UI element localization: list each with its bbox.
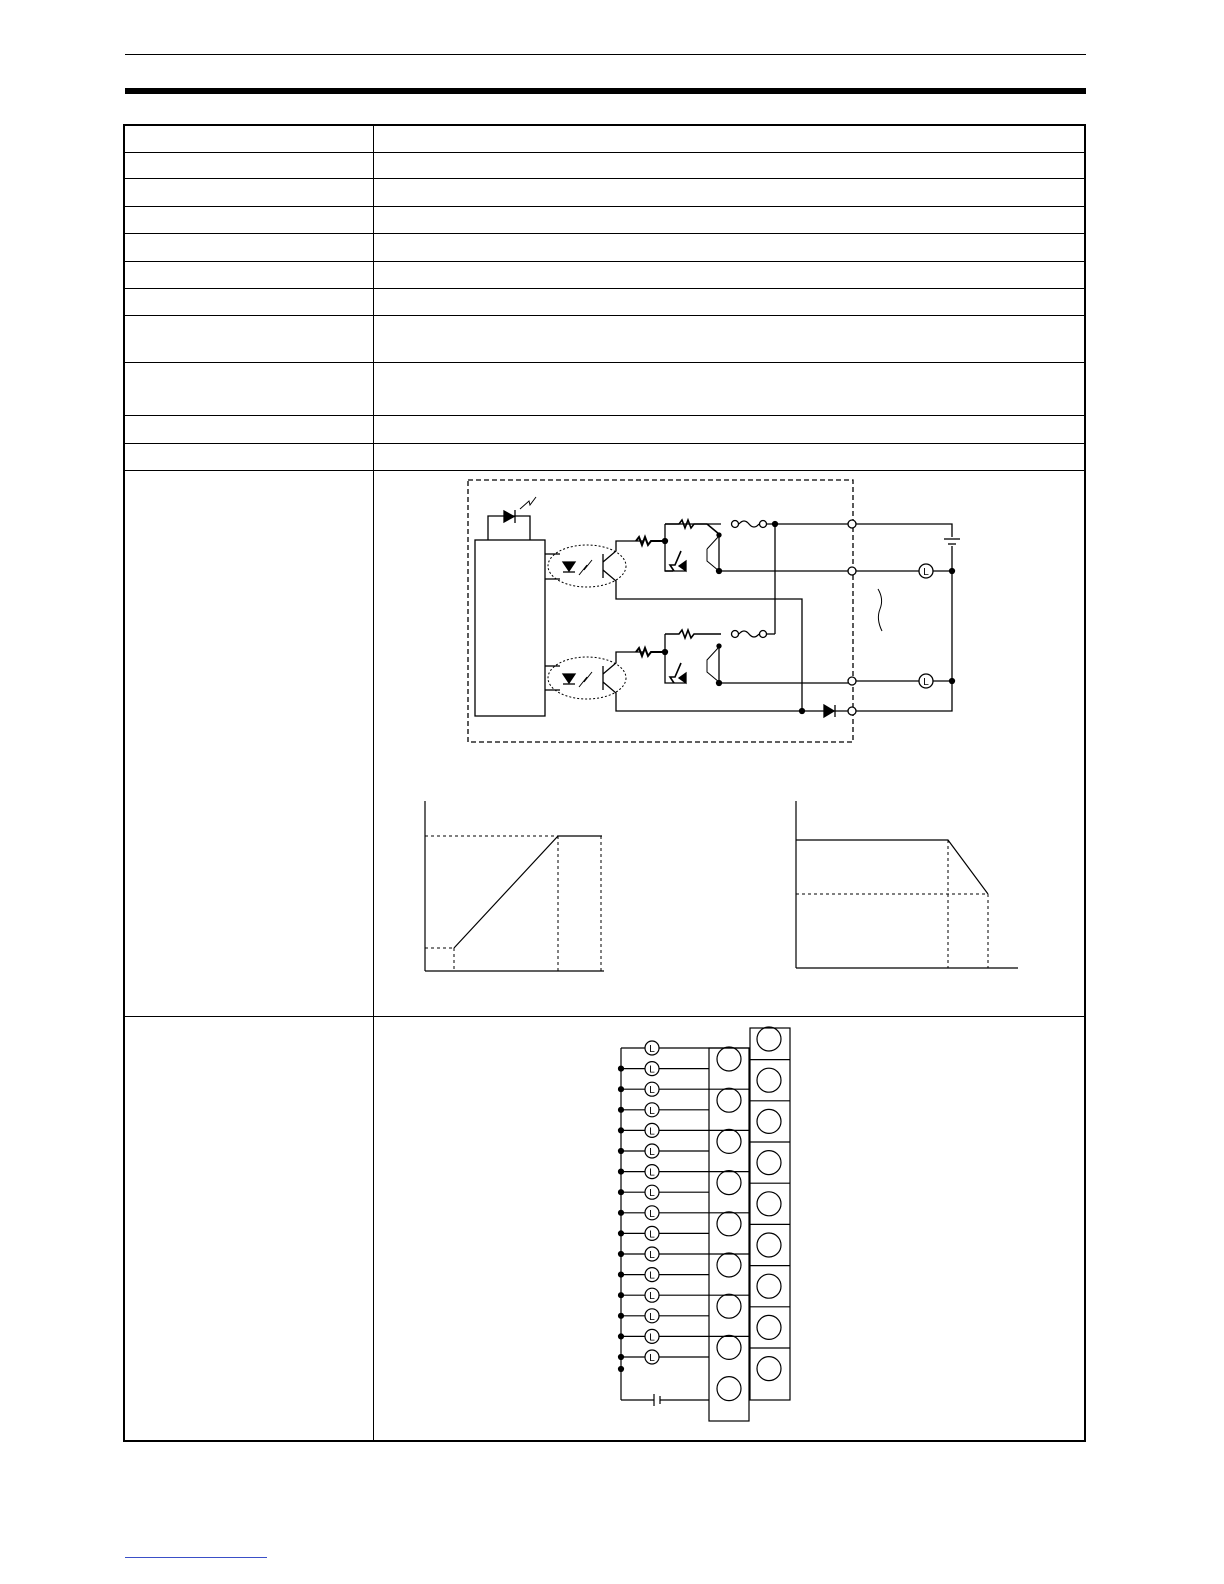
internal-circuit-block [475,540,545,716]
row-value [373,416,1085,443]
circuit-row [124,471,1085,1017]
wiring-row [124,1016,1085,1441]
terminal-screw-icon [717,1171,741,1195]
load-label: L [648,1270,655,1282]
wiring-cell [373,1016,1085,1441]
diode-icon [824,705,834,717]
fuse-terminal [731,521,738,528]
row-item [124,416,373,443]
row-value [373,206,1085,233]
row-item [124,261,373,288]
table-row [124,234,1085,261]
row-value [373,234,1085,261]
section-rule [125,88,1086,94]
load-label: L [648,1291,655,1303]
row-item [124,125,373,152]
indicator-led-icon [504,511,514,522]
terminal-screw-icon [717,1088,741,1112]
load-label: L [648,1311,655,1323]
load-label: L [648,1188,655,1200]
load-label: L [648,1167,655,1179]
load-label: L [648,1064,655,1076]
load-label: L [648,1249,655,1261]
derating-graph-voltage [425,801,604,971]
table-row [124,125,1085,152]
table-row [124,315,1085,363]
table-row [124,443,1085,470]
terminal [848,520,856,528]
external-wiring-diagram [374,1017,1086,1430]
row-value [373,443,1085,470]
photo-led-icon [563,562,575,571]
terminal-screw-icon [757,1192,781,1216]
table-row [124,416,1085,443]
load-label: L [648,1043,655,1055]
terminal-screw-icon [717,1253,741,1277]
row-item [124,315,373,363]
terminal-screw-icon [757,1068,781,1092]
row-value [373,289,1085,315]
terminal-block-left [709,1048,749,1421]
load-label: L [922,677,929,689]
terminal [848,567,856,575]
load-label: L [648,1126,655,1138]
load-label: L [648,1332,655,1344]
terminal-screw-icon [757,1357,781,1381]
terminal [848,707,856,715]
terminal-block-right [750,1028,790,1400]
resistor-icon [636,537,664,545]
row-value [373,125,1085,152]
module-boundary [468,480,853,742]
circuit-cell [373,471,1085,1017]
terminal-screw-icon [717,1047,741,1071]
row-item [124,179,373,206]
specification-table [123,124,1086,1442]
terminal-screw-icon [717,1335,741,1359]
wiring-row-label [124,1016,373,1441]
terminal-screw-icon [757,1315,781,1339]
row-value [373,179,1085,206]
row-item [124,152,373,178]
table-row [124,179,1085,206]
terminal-screw-icon [717,1212,741,1236]
row-value [373,363,1085,416]
light-emission-icon [520,497,536,509]
load-label: L [648,1208,655,1220]
terminal-screw-icon [757,1109,781,1133]
table-row [124,289,1085,315]
table-row [124,363,1085,416]
load-label: L [648,1105,655,1117]
terminal-screw-icon [757,1151,781,1175]
header-rule [125,54,1086,55]
load-label: L [648,1352,655,1364]
terminal-screw-icon [717,1294,741,1318]
row-value [373,261,1085,288]
derating-graph-temperature [796,801,1018,968]
load-label: L [648,1085,655,1097]
footer-link-rule [125,1557,267,1558]
zener-icon [665,551,681,571]
internal-circuit-diagram [374,471,1086,1004]
row-value [373,152,1085,178]
row-item [124,289,373,315]
load-label: L [648,1229,655,1241]
table-row [124,206,1085,233]
row-item [124,206,373,233]
terminal-screw-icon [757,1274,781,1298]
terminal-screw-icon [757,1233,781,1257]
omission-mark [878,589,882,631]
emitter-wire [603,570,853,711]
terminal-screw-icon [717,1129,741,1153]
fuse-icon [739,521,759,527]
terminal-screw-icon [717,1377,741,1401]
row-value [373,315,1085,363]
circuit-row-label [124,471,373,1017]
row-item [124,443,373,470]
row-item [124,363,373,416]
load-label: L [648,1146,655,1158]
terminal [848,677,856,685]
terminal-screw-icon [757,1027,781,1051]
row-item [124,234,373,261]
table-row [124,152,1085,178]
load-label: L [922,567,929,579]
table-row [124,261,1085,288]
